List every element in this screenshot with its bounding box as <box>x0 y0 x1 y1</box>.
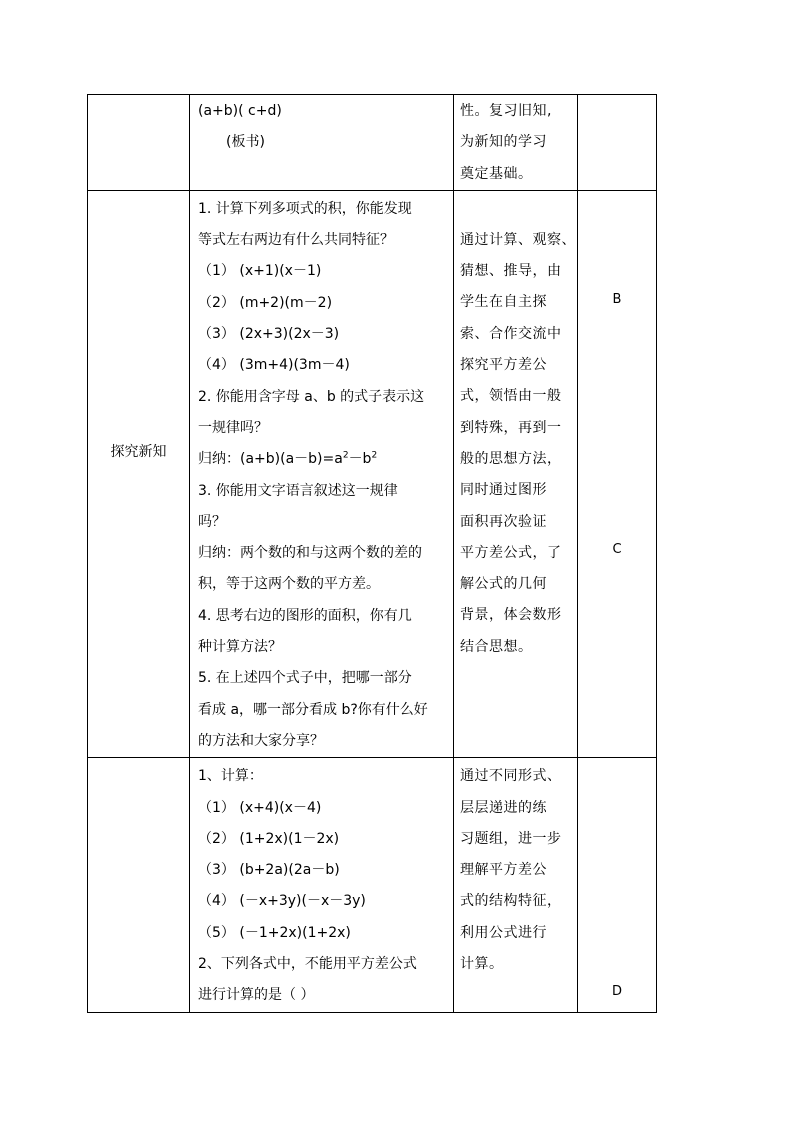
stage-cell <box>88 95 190 191</box>
mark-label: C <box>612 541 622 557</box>
content-cell <box>190 758 454 1012</box>
intent-line: 猜想、推导，由 <box>460 263 562 280</box>
intent-line: 习题组，进一步 <box>460 830 562 847</box>
content-line: (a+b)( c+d) <box>198 103 282 119</box>
stage-cell <box>88 758 190 1012</box>
content-line: 4. 思考右边的图形的面积，你有几 <box>198 607 412 624</box>
stage-cell <box>88 190 190 757</box>
intent-line: 理解平方差公 <box>460 862 547 879</box>
content-line: 5. 在上述四个式子中，把哪一部分 <box>198 670 412 687</box>
content-cell <box>190 95 454 191</box>
stage-label: 探究新知 <box>110 443 167 460</box>
mark-cell <box>578 758 657 1012</box>
intent-line: 平方差公式，了 <box>460 544 562 561</box>
intent-line: 探究平方差公 <box>460 357 547 374</box>
mark-label: B <box>612 291 622 307</box>
content-line: 一规律吗？ <box>198 419 268 436</box>
content-line: （2） (1+2x)(1－2x) <box>198 830 340 847</box>
lesson-plan-table <box>87 94 657 1013</box>
mark-cell <box>578 190 657 757</box>
intent-line: 结合思想。 <box>460 638 533 655</box>
content-line: (板书) <box>226 134 265 151</box>
intent-line: 到特殊，再到一 <box>460 419 562 436</box>
mark-cell <box>578 95 657 191</box>
content-line: 看成 a，哪一部分看成 b?你有什么好 <box>198 701 428 718</box>
intent-line: 奠定基础。 <box>460 165 533 182</box>
content-line: （1） (x+4)(x－4) <box>198 799 322 816</box>
intent-cell <box>454 758 578 1012</box>
intent-line: 通过不同形式、 <box>460 768 562 785</box>
content-line: （5） (－1+2x)(1+2x) <box>198 924 351 941</box>
content-line: （3） (b+2a)(2a－b) <box>198 862 340 879</box>
table-row <box>88 758 657 1012</box>
content-line: （3） (2x+3)(2x－3) <box>198 326 340 343</box>
intent-cell <box>454 190 578 757</box>
content-line: 积，等于这两个数的平方差。 <box>198 576 380 593</box>
intent-line: 面积再次验证 <box>460 513 547 530</box>
content-line: 2. 你能用含字母 a、b 的式子表示这 <box>198 388 425 405</box>
table-row <box>88 95 657 191</box>
intent-line: 通过计算、观察、 <box>460 231 576 248</box>
intent-line: 为新知的学习 <box>460 134 547 151</box>
content-line: 归纳：两个数的和与这两个数的差的 <box>198 545 422 562</box>
formula-line: 归纳：$(a+b)(a-b)=a^2-b^2$ <box>198 450 378 468</box>
intent-line: 同时通过图形 <box>460 482 547 499</box>
content-line: （4） (3m+4)(3m－4) <box>198 357 350 374</box>
intent-line: 索、合作交流中 <box>460 325 562 342</box>
content-line: 吗？ <box>198 513 226 530</box>
intent-line: 式的结构特征， <box>460 893 562 910</box>
content-line: 1. 计算下列多项式的积，你能发现 <box>198 200 412 217</box>
intent-line: 般的思想方法， <box>460 450 562 467</box>
content-line: （1） (x+1)(x－1) <box>198 263 322 280</box>
intent-line: 性。复习旧知, <box>460 103 552 119</box>
intent-cell <box>454 95 578 191</box>
intent-line: 背景，体会数形 <box>460 607 562 624</box>
intent-line: 式，领悟由一般 <box>460 388 562 405</box>
intent-line: 利用公式进行 <box>460 924 547 941</box>
content-line: 的方法和大家分享？ <box>198 732 324 749</box>
content-line: （4） (－x+3y)(－x－3y) <box>198 893 366 910</box>
content-line: 种计算方法？ <box>198 639 282 656</box>
content-cell <box>190 190 454 757</box>
table-row <box>88 190 657 757</box>
content-line: 1、计算： <box>198 768 263 785</box>
content-line: 2、下列各式中，不能用平方差公式 <box>198 956 417 973</box>
content-line: （2） (m+2)(m－2) <box>198 294 333 311</box>
intent-line: 学生在自主探 <box>460 294 547 311</box>
content-line: 等式左右两边有什么共同特征？ <box>198 232 394 249</box>
intent-line: 计算。 <box>460 956 504 973</box>
intent-line: 解公式的几何 <box>460 576 547 593</box>
content-line: 进行计算的是（ ） <box>198 987 315 1004</box>
content-line: 3. 你能用文字语言叙述这一规律 <box>198 482 398 499</box>
intent-line: 层层递进的练 <box>460 799 547 816</box>
mark-label: D <box>611 984 622 1000</box>
